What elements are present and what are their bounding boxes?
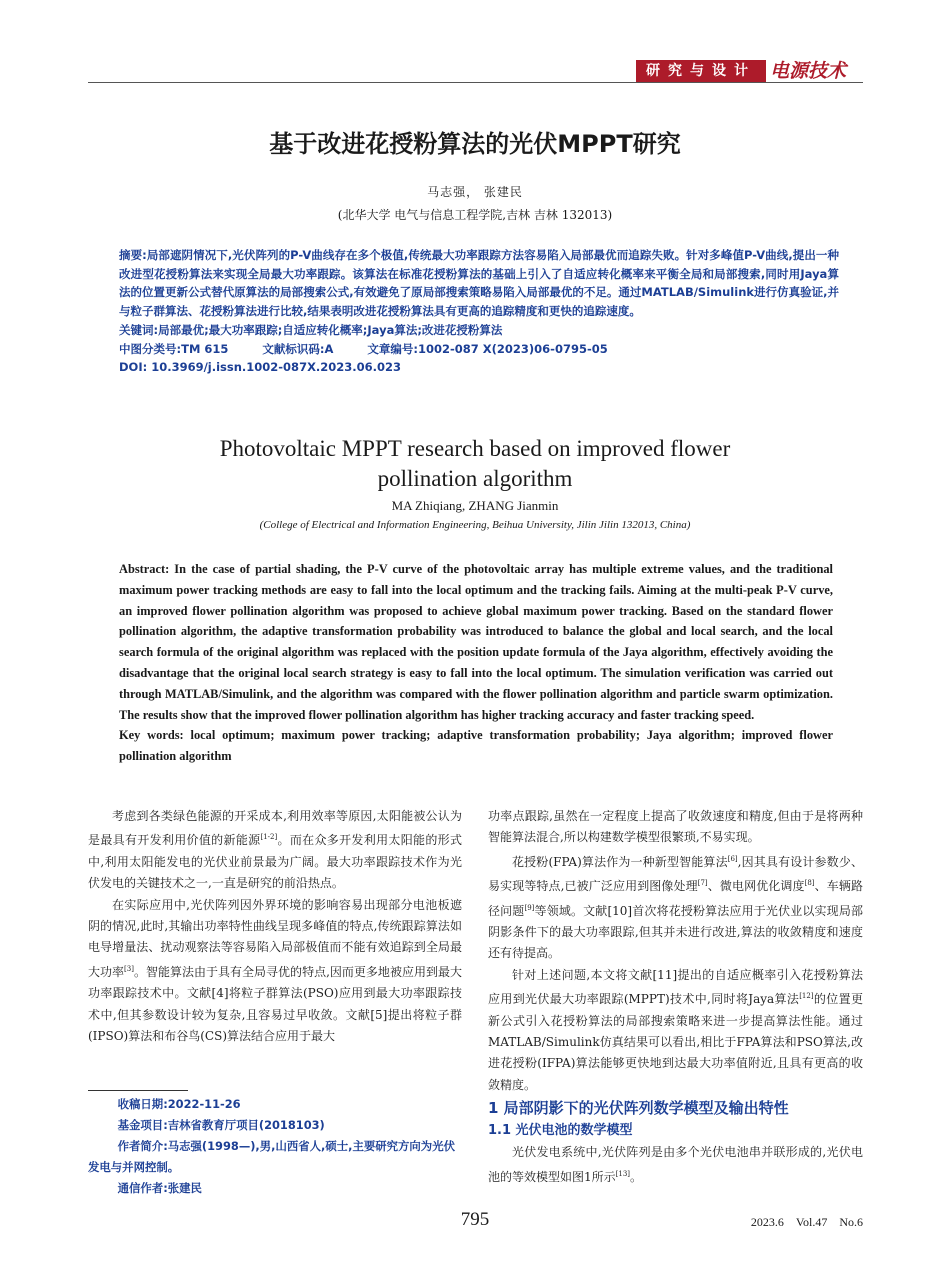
paragraph: 在实际应用中,光伏阵列因外界环境的影响容易出现部分电池板遮阴的情况,此时,其输出功率特性曲线呈现多峰值的特点,传统跟踪算法如电导增量法、扰动观察法等容易陷入局部极值而不能有效追踪到全局最大功率[3]。智能算法由于具有全局寻优的特点,因而更多地被应用到最大功率跟踪技术中。文献[4]将粒子群算法(PSO)应用到最大功率跟踪技术中,但其参数设计较为复杂,且容易过早收敛。文献[5]提出将粒子群(IPSO)算法和布谷鸟(CS)算法结合应用于最大 [88, 897, 462, 1044]
classification-row [119, 340, 839, 359]
abstract-en-block [119, 559, 833, 767]
citation: [13] [615, 1169, 631, 1178]
footnotes [88, 1094, 462, 1199]
citation: [12] [799, 992, 814, 1001]
keywords-cn: 关键词:局部最优;最大功率跟踪;自适应转化概率;Jaya算法;改进花授粉算法 [119, 322, 503, 337]
citation: [8] [804, 879, 815, 888]
authors-cn: 马志强， 张建民 [427, 185, 523, 199]
paper-title-cn: 基于改进花授粉算法的光伏MPPT研究 [269, 130, 681, 158]
abstract-cn-block [119, 246, 839, 377]
keywords-en: Key words: local optimum; maximum power tracking; adaptive transformation probability; Jaya algorithm; improved flower pollination algorithm [119, 728, 833, 764]
citation: [1-2] [260, 833, 278, 842]
section-label: 研究与设计 [636, 60, 766, 82]
abstract-cn: 摘要:局部遮阴情况下,光伏阵列的P-V曲线存在多个极值,传统最大功率跟踪方法容易陷入局部最优而追踪失败。针对多峰值P-V曲线,提出一种改进型花授粉算法来实现全局最大功率跟踪。该算法在标准花授粉算法的基础上引入了自适应转化概率来平衡全局和局部搜索,同时用Jaya算法的位置更新公式替代原算法的局部搜索公式,有效避免了原局部搜索策略易陷入局部最优的不足。通过MATLAB/Simulink进行仿真验证,并与粒子群算法、花授粉算法进行比较,结果表明改进花授粉算法具有更高的追踪精度和更快的追踪速度。 [119, 248, 839, 319]
title-en-line2: pollination algorithm [377, 466, 573, 491]
corresponding-author: 通信作者:张建民 [117, 1181, 202, 1195]
doi: DOI: 10.3969/j.issn.1002-087X.2023.06.023 [119, 360, 402, 375]
issue-info: 2023.6 Vol.47 No.6 [750, 1215, 863, 1229]
citation: [9] [524, 903, 535, 912]
paragraph: 光伏发电系统中,光伏阵列是由多个光伏电池串并联形成的,光伏电池的等效模型如图1所示[13]。 [488, 1145, 863, 1184]
title-en-line1: Photovoltaic MPPT research based on improved flower [219, 436, 731, 461]
affiliation-cn: (北华大学 电气与信息工程学院,吉林 吉林 132013) [337, 208, 613, 222]
fund-project: 基金项目:吉林省教育厅项目(2018103) [117, 1118, 325, 1132]
received-date: 收稿日期:2022-11-26 [117, 1097, 241, 1111]
author-bio: 作者简介:马志强(1998—),男,山西省人,硕士,主要研究方向为光伏发电与并网控制。 [88, 1139, 455, 1174]
body-left-column [88, 806, 462, 1047]
paragraph: 花授粉(FPA)算法作为一种新型智能算法[6],因其具有设计参数少、易实现等特点,已被广泛应用到图像处理[7]、微电网优化调度[8]、车辆路径问题[9]等领域。文献[10]首次将花授粉算法应用于光伏业以实现局部阴影条件下的最大功率跟踪,但其并未进行改进,算法的收敛精度和速度还有待提高。 [488, 854, 863, 961]
citation: [3] [124, 964, 134, 973]
paper-title-en [0, 434, 950, 494]
affiliation-en: (College of Electrical and Information Engineering, Beihua University, Jilin Jilin 132013, China) [259, 519, 691, 531]
page-number: 795 [460, 1209, 490, 1230]
paragraph: 功率点跟踪,虽然在一定程度上提高了收敛速度和精度,但由于是将两种智能算法混合,所以构建数学模型很繁琐,不易实现。 [488, 809, 863, 845]
clc-number: 中图分类号:TM 615 [119, 341, 229, 356]
subsection-heading: 1.1 光伏电池的数学模型 [488, 1123, 633, 1139]
paragraph: 考虑到各类绿色能源的开采成本,利用效率等原因,太阳能被公认为是最具有开发利用价值的新能源[1-2]。而在众多开发利用太阳能的形式中,利用太阳能发电的光伏业前景最为广阔。最大功率跟踪技术作为光伏发电的关键技术之一,一直是研究的前沿热点。 [88, 809, 462, 891]
authors-en: MA Zhiqiang, ZHANG Jianmin [391, 498, 559, 513]
abstract-en: Abstract: In the case of partial shading, the P-V curve of the photovoltaic array has multiple extreme values, and the traditional maximum power tracking methods are easy to fall into the local optimum and the tracking fails. Aiming at the multi-peak P-V curve, an improved flower pollination algorithm was proposed to achieve global maximum power tracking. Based on the standard flower pollination algorithm, the adaptive transformation probability was introduced to balance the global and local search, and the local search formula of the original algorithm was replaced with the position update formula of the Jaya algorithm, effectively avoiding the disadvantage that the original local search strategy is easy to fall into the local optimum. The simulation verification was carried out through MATLAB/Simulink, and the algorithm was compared with the flower pollination algorithm and particle swarm optimization. The results show that the improved flower pollination algorithm has higher tracking accuracy and faster tracking speed. [119, 562, 833, 722]
body-right-column [488, 806, 863, 1188]
journal-brand: 电源技术 [770, 60, 847, 82]
document-code: 文献标识码:A [262, 341, 334, 356]
header-rule [88, 82, 863, 83]
section-heading: 1 局部阴影下的光伏阵列数学模型及输出特性 [488, 1099, 789, 1118]
citation: [7] [697, 879, 708, 888]
article-number: 文章编号:1002-087 X(2023)06-0795-05 [367, 341, 608, 356]
footnote-rule [88, 1090, 188, 1091]
paragraph: 针对上述问题,本文将文献[11]提出的自适应概率引入花授粉算法应用到光伏最大功率跟踪(MPPT)技术中,同时将Jaya算法[12]的位置更新公式引入花授粉算法的局部搜索策略来进一步提高算法性能。通过MATLAB/Simulink仿真结果可以看出,相比于FPA算法和PSO算法,改进花授粉(IFPA)算法能够更快地到达最大功率值附近,且具有更高的收敛精度。 [488, 967, 863, 1092]
citation: [6] [727, 854, 738, 863]
